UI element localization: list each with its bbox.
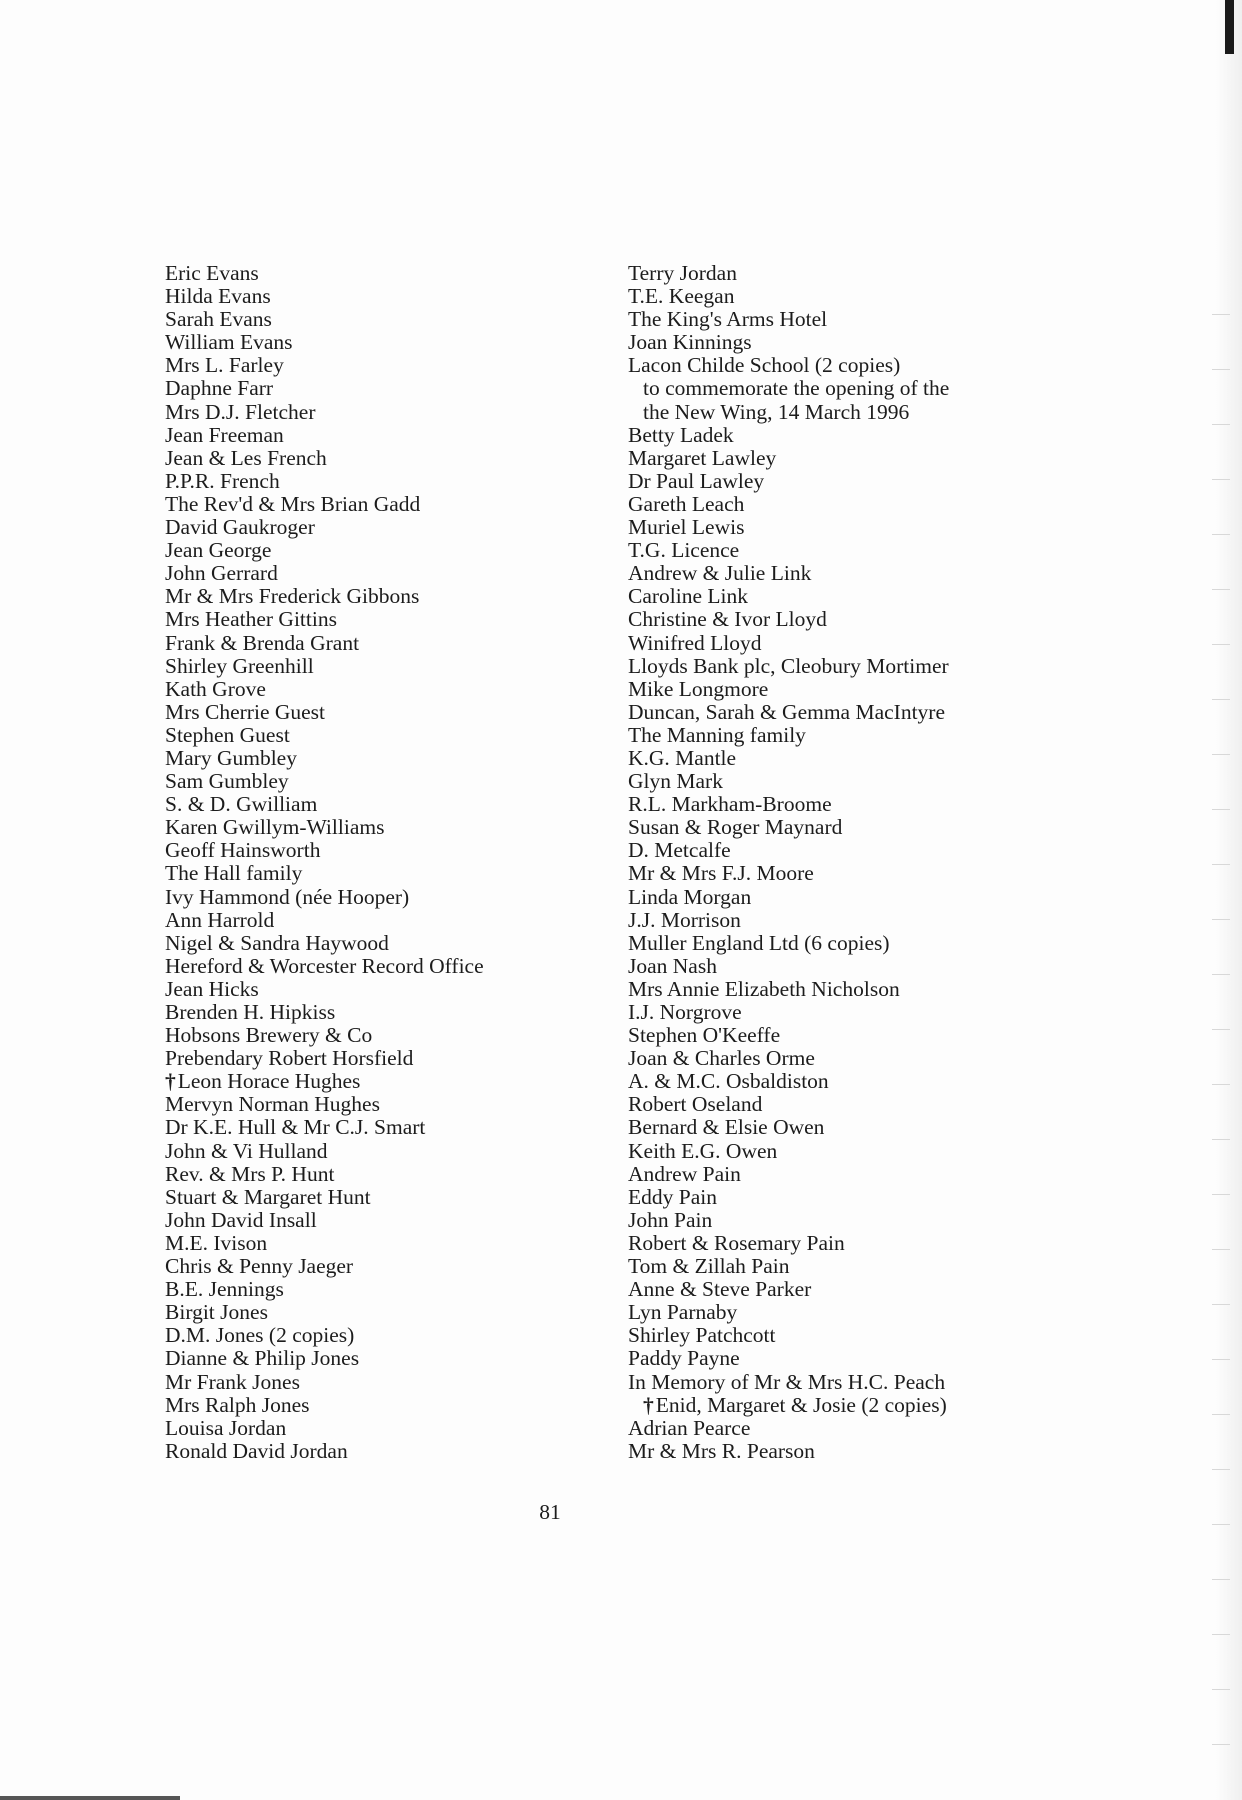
subscriber-name: P.P.R. French — [165, 468, 280, 493]
subscriber-entry — [165, 1163, 585, 1186]
subscriber-name: S. & D. Gwilliam — [165, 792, 318, 817]
subscriber-entry — [628, 701, 1188, 724]
subscriber-entry — [165, 793, 585, 816]
subscriber-entry — [628, 585, 1188, 608]
subscriber-entry — [628, 1070, 1188, 1093]
subscriber-name: Terry Jordan — [628, 261, 737, 285]
subscriber-name: Leon Horace Hughes — [177, 1069, 361, 1094]
subscriber-name: Ivy Hammond (née Hooper) — [165, 884, 410, 909]
subscriber-name: Joan Kinnings — [628, 330, 752, 355]
subscriber-entry — [628, 678, 1188, 701]
subscriber-name: John & Vi Hulland — [165, 1138, 328, 1163]
subscriber-name: Dianne & Philip Jones — [165, 1346, 360, 1371]
subscriber-entry — [165, 262, 585, 285]
subscriber-entry — [628, 401, 1188, 424]
subscriber-name: Lloyds Bank plc, Cleobury Mortimer — [628, 653, 949, 678]
subscriber-entry — [628, 354, 1188, 377]
subscriber-name: the New Wing, 14 March 1996 — [643, 399, 910, 424]
subscriber-entry — [628, 1301, 1188, 1324]
subscriber-entry — [165, 377, 585, 400]
subscriber-entry — [628, 1255, 1188, 1278]
subscriber-entry — [628, 1440, 1188, 1463]
subscriber-name: Jean George — [165, 538, 272, 563]
subscriber-name: Dr K.E. Hull & Mr C.J. Smart — [165, 1115, 426, 1140]
subscriber-name: Mary Gumbley — [165, 745, 297, 770]
subscriber-name: Andrew & Julie Link — [628, 561, 812, 586]
subscriber-name: Shirley Greenhill — [165, 653, 314, 678]
subscriber-entry — [628, 1093, 1188, 1116]
subscriber-name: Stuart & Margaret Hunt — [165, 1184, 371, 1209]
subscriber-entry — [628, 747, 1188, 770]
scan-binding-mark — [1225, 0, 1234, 54]
subscriber-entry — [165, 562, 585, 585]
subscriber-entry — [165, 1047, 585, 1070]
subscriber-entry — [165, 701, 585, 724]
subscriber-entry — [628, 1347, 1188, 1370]
subscriber-name: J.J. Morrison — [628, 907, 741, 932]
subscriber-name: The King's Arms Hotel — [628, 307, 828, 332]
subscriber-entry — [628, 424, 1188, 447]
subscriber-entry — [628, 608, 1188, 631]
subscriber-entry — [628, 1417, 1188, 1440]
subscriber-entry — [628, 770, 1188, 793]
subscriber-name: Stephen O'Keeffe — [628, 1023, 781, 1048]
subscriber-name: M.E. Ivison — [165, 1230, 268, 1255]
subscriber-entry — [165, 1255, 585, 1278]
subscriber-entry — [165, 1301, 585, 1324]
subscriber-entry — [628, 1232, 1188, 1255]
subscriber-name: Sam Gumbley — [165, 769, 289, 794]
subscriber-entry — [165, 909, 585, 932]
subscriber-entry — [165, 608, 585, 631]
subscriber-name: Hilda Evans — [165, 284, 271, 309]
subscriber-name: I.J. Norgrove — [628, 1000, 742, 1024]
subscriber-name: Winifred Lloyd — [628, 630, 762, 655]
subscriber-name: Ann Harrold — [165, 907, 275, 932]
subscriber-name: Hobsons Brewery & Co — [165, 1023, 373, 1048]
subscriber-entry — [628, 1394, 1188, 1417]
subscriber-entry — [165, 285, 585, 308]
subscriber-entry — [165, 1324, 585, 1347]
subscriber-entry — [628, 955, 1188, 978]
subscriber-list-left-column — [165, 262, 585, 1463]
subscriber-entry — [628, 1001, 1188, 1024]
subscriber-entry — [628, 1278, 1188, 1301]
subscriber-entry — [628, 909, 1188, 932]
subscriber-name: Karen Gwillym-Williams — [165, 815, 385, 840]
subscriber-entry — [165, 955, 585, 978]
subscriber-list-right-column — [628, 262, 1188, 1463]
subscriber-name: Mr Frank Jones — [165, 1369, 300, 1394]
subscriber-entry — [628, 793, 1188, 816]
scan-edge-marks — [1212, 260, 1230, 1760]
subscriber-name: Paddy Payne — [628, 1346, 740, 1371]
subscriber-name: Keith E.G. Owen — [628, 1138, 778, 1163]
subscriber-name: Christine & Ivor Lloyd — [628, 607, 827, 632]
subscriber-name: Tom & Zillah Pain — [628, 1254, 790, 1279]
subscriber-name: Mrs Annie Elizabeth Nicholson — [628, 976, 900, 1001]
subscriber-name: Anne & Steve Parker — [628, 1277, 812, 1302]
subscriber-name: Hereford & Worcester Record Office — [165, 953, 484, 978]
subscriber-entry — [628, 1186, 1188, 1209]
subscriber-name: Duncan, Sarah & Gemma MacIntyre — [628, 699, 946, 724]
subscriber-name: Muriel Lewis — [628, 515, 745, 540]
subscriber-entry — [628, 932, 1188, 955]
subscriber-entry — [165, 1024, 585, 1047]
subscriber-name: Chris & Penny Jaeger — [165, 1254, 354, 1279]
subscriber-entry — [165, 424, 585, 447]
subscriber-name: Eddy Pain — [628, 1184, 717, 1209]
subscriber-entry — [165, 1093, 585, 1116]
subscriber-entry — [165, 1070, 585, 1093]
subscriber-entry — [628, 1116, 1188, 1139]
subscriber-name: Birgit Jones — [165, 1300, 268, 1325]
subscriber-name: Lyn Parnaby — [628, 1300, 738, 1325]
subscriber-entry — [628, 1140, 1188, 1163]
subscriber-entry — [165, 470, 585, 493]
subscriber-name: Mike Longmore — [628, 676, 769, 701]
subscriber-entry — [165, 539, 585, 562]
subscriber-name: William Evans — [165, 330, 293, 355]
subscriber-entry — [165, 886, 585, 909]
subscriber-name: T.E. Keegan — [628, 284, 735, 309]
subscriber-entry — [628, 862, 1188, 885]
subscriber-entry — [628, 1047, 1188, 1070]
subscriber-entry — [165, 724, 585, 747]
subscriber-name: John David Insall — [165, 1207, 317, 1232]
subscriber-name: John Pain — [628, 1207, 713, 1232]
subscriber-name: Susan & Roger Maynard — [628, 815, 843, 840]
subscriber-name: Jean Freeman — [165, 422, 284, 447]
subscriber-entry — [628, 539, 1188, 562]
subscriber-entry — [165, 516, 585, 539]
page-number: 81 — [539, 1500, 561, 1524]
subscriber-name: Adrian Pearce — [628, 1415, 751, 1440]
subscriber-name: Glyn Mark — [628, 769, 723, 794]
subscriber-name: Brenden H. Hipkiss — [165, 1000, 336, 1024]
subscriber-name: Prebendary Robert Horsfield — [165, 1046, 414, 1071]
subscriber-entry — [628, 377, 1188, 400]
subscriber-name: Daphne Farr — [165, 376, 274, 401]
subscriber-name: R.L. Markham-Broome — [628, 792, 832, 817]
subscriber-entry — [628, 470, 1188, 493]
subscriber-name: Gareth Leach — [628, 491, 745, 516]
subscriber-name: Linda Morgan — [628, 884, 752, 909]
subscriber-entry — [628, 562, 1188, 585]
subscriber-name: Mrs Cherrie Guest — [165, 699, 326, 724]
subscriber-name: Stephen Guest — [165, 722, 290, 747]
subscriber-entry — [165, 1232, 585, 1255]
subscriber-entry — [165, 816, 585, 839]
subscriber-entry — [165, 862, 585, 885]
subscriber-entry — [165, 1417, 585, 1440]
subscriber-entry — [628, 285, 1188, 308]
subscriber-name: Mrs D.J. Fletcher — [165, 399, 316, 424]
subscriber-name: Joan Nash — [628, 953, 717, 978]
subscriber-name: Kath Grove — [165, 676, 266, 701]
subscriber-entry — [165, 1371, 585, 1394]
subscriber-entry — [165, 678, 585, 701]
subscriber-entry — [628, 1209, 1188, 1232]
subscriber-name: Shirley Patchcott — [628, 1323, 776, 1348]
subscriber-entry — [165, 839, 585, 862]
subscriber-name: Robert & Rosemary Pain — [628, 1230, 845, 1255]
subscriber-entry — [165, 770, 585, 793]
subscriber-entry — [165, 1186, 585, 1209]
subscriber-entry — [165, 1116, 585, 1139]
subscriber-entry — [628, 632, 1188, 655]
subscriber-name: The Rev'd & Mrs Brian Gadd — [165, 491, 421, 516]
subscriber-name: Mervyn Norman Hughes — [165, 1092, 380, 1117]
subscriber-entry — [165, 747, 585, 770]
subscriber-entry — [165, 1394, 585, 1417]
subscriber-name: Dr Paul Lawley — [628, 468, 765, 493]
subscriber-name: Andrew Pain — [628, 1161, 741, 1186]
memorial-cross-icon: † — [643, 1392, 654, 1417]
subscriber-entry — [628, 331, 1188, 354]
subscriber-entry — [628, 1163, 1188, 1186]
subscriber-name: The Manning family — [628, 722, 806, 747]
subscriber-name: D. Metcalfe — [628, 838, 731, 863]
subscriber-entry — [628, 308, 1188, 331]
subscriber-name: Frank & Brenda Grant — [165, 630, 360, 655]
subscriber-entry — [165, 331, 585, 354]
subscriber-name: Caroline Link — [628, 584, 749, 609]
subscriber-name: Margaret Lawley — [628, 445, 777, 470]
subscriber-name: Jean & Les French — [165, 445, 327, 470]
subscriber-entry — [628, 516, 1188, 539]
subscriber-entry — [165, 655, 585, 678]
subscriber-name: The Hall family — [165, 861, 303, 886]
subscriber-entry — [165, 1278, 585, 1301]
subscriber-entry — [165, 447, 585, 470]
subscriber-name: Mr & Mrs R. Pearson — [628, 1438, 815, 1463]
subscriber-name: Sarah Evans — [165, 307, 272, 332]
subscriber-entry — [628, 493, 1188, 516]
memorial-cross-icon: † — [165, 1069, 176, 1094]
subscriber-name: Rev. & Mrs P. Hunt — [165, 1161, 335, 1186]
subscriber-entry — [628, 655, 1188, 678]
subscriber-name: D.M. Jones (2 copies) — [165, 1323, 355, 1348]
subscriber-name: K.G. Mantle — [628, 745, 737, 770]
subscriber-name: Bernard & Elsie Owen — [628, 1115, 825, 1140]
subscriber-name: Ronald David Jordan — [165, 1438, 348, 1463]
subscriber-entry — [628, 978, 1188, 1001]
subscriber-entry — [628, 447, 1188, 470]
subscriber-entry — [628, 816, 1188, 839]
subscriber-entry — [165, 1347, 585, 1370]
subscriber-name: T.G. Licence — [628, 538, 740, 563]
subscriber-entry — [628, 839, 1188, 862]
subscriber-name: Mrs Ralph Jones — [165, 1392, 310, 1417]
subscriber-name: Robert Oseland — [628, 1092, 763, 1117]
subscriber-entry — [628, 724, 1188, 747]
subscriber-entry — [165, 1140, 585, 1163]
subscriber-name: Mrs Heather Gittins — [165, 607, 337, 632]
subscriber-name: Nigel & Sandra Haywood — [165, 930, 389, 955]
subscriber-name: Muller England Ltd (6 copies) — [628, 930, 890, 955]
subscriber-entry — [628, 886, 1188, 909]
subscriber-entry — [165, 308, 585, 331]
subscriber-name: Enid, Margaret & Josie (2 copies) — [655, 1392, 947, 1417]
subscriber-entry — [165, 1209, 585, 1232]
subscriber-entry — [165, 401, 585, 424]
subscriber-entry — [165, 632, 585, 655]
subscriber-entry — [628, 1324, 1188, 1347]
subscriber-entry — [165, 354, 585, 377]
subscriber-name: Mrs L. Farley — [165, 353, 284, 378]
subscriber-entry — [628, 1024, 1188, 1047]
subscriber-entry — [165, 1440, 585, 1463]
subscriber-name: John Gerrard — [165, 561, 278, 586]
scan-bottom-mark — [0, 1796, 180, 1800]
subscriber-entry — [165, 978, 585, 1001]
subscriber-name: Lacon Childe School (2 copies) — [628, 353, 901, 378]
subscriber-name: Mr & Mrs F.J. Moore — [628, 861, 814, 886]
subscriber-name: to commemorate the opening of the — [643, 376, 950, 401]
subscriber-name: Jean Hicks — [165, 976, 259, 1001]
subscriber-name: Betty Ladek — [628, 422, 734, 447]
subscriber-name: B.E. Jennings — [165, 1277, 284, 1302]
subscriber-entry — [165, 585, 585, 608]
subscriber-entry — [165, 932, 585, 955]
subscriber-name: Eric Evans — [165, 261, 259, 285]
subscriber-name: Joan & Charles Orme — [628, 1046, 815, 1071]
subscriber-entry — [628, 262, 1188, 285]
subscriber-name: In Memory of Mr & Mrs H.C. Peach — [628, 1369, 946, 1394]
subscriber-entry — [165, 1001, 585, 1024]
subscriber-entry — [628, 1371, 1188, 1394]
subscriber-name: A. & M.C. Osbaldiston — [628, 1069, 829, 1094]
subscriber-entry — [165, 493, 585, 516]
subscriber-name: Louisa Jordan — [165, 1415, 287, 1440]
subscriber-name: David Gaukroger — [165, 515, 315, 540]
subscriber-name: Geoff Hainsworth — [165, 838, 321, 863]
subscriber-name: Mr & Mrs Frederick Gibbons — [165, 584, 420, 609]
